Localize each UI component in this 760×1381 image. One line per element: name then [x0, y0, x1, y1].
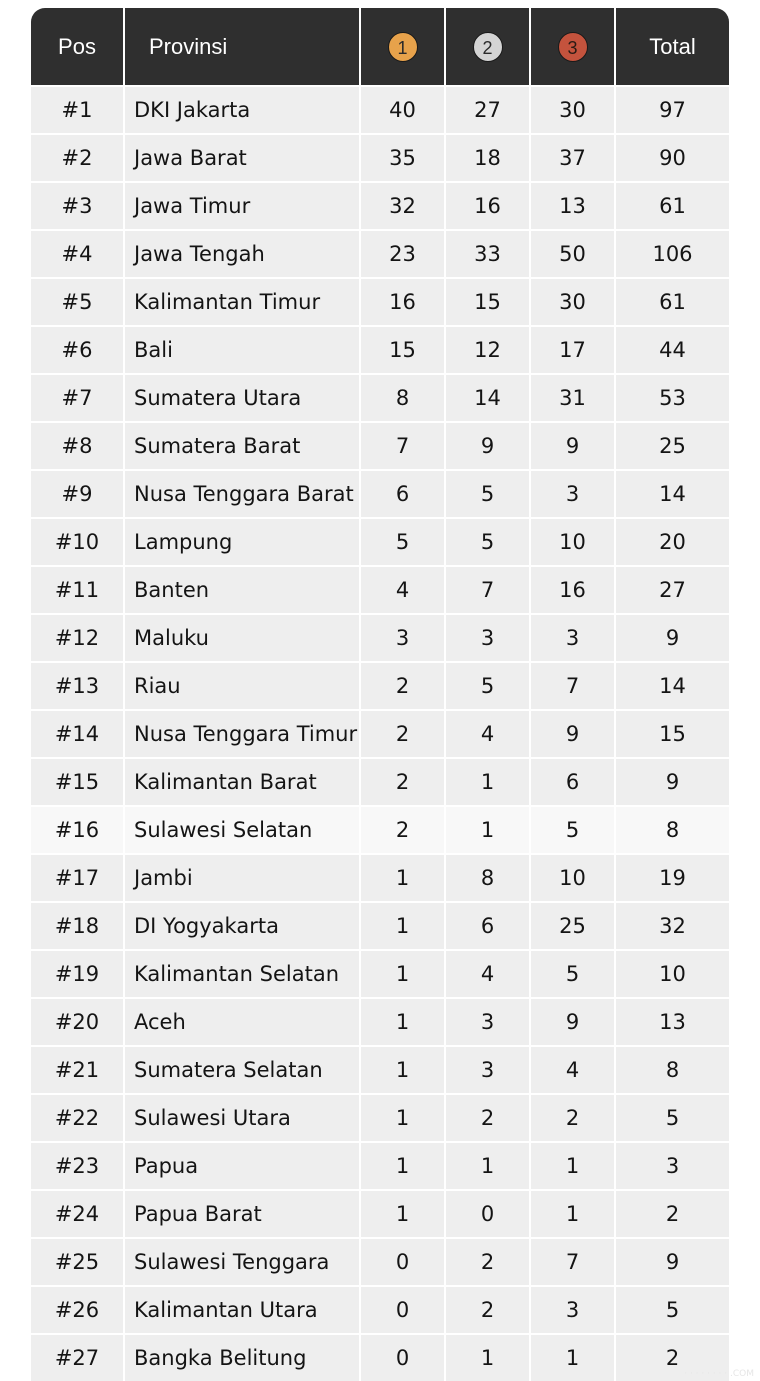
- cell-bronze: 3: [531, 469, 616, 517]
- cell-pos: #3: [31, 181, 125, 229]
- cell-silver: 5: [446, 469, 531, 517]
- cell-gold: 0: [361, 1237, 446, 1285]
- cell-bronze: 1: [531, 1333, 616, 1381]
- cell-silver: 8: [446, 853, 531, 901]
- cell-provinsi: Jawa Barat: [125, 133, 361, 181]
- cell-silver: 4: [446, 949, 531, 997]
- cell-bronze: 50: [531, 229, 616, 277]
- cell-pos: #26: [31, 1285, 125, 1333]
- header-row: [31, 8, 729, 85]
- cell-gold: 1: [361, 997, 446, 1045]
- cell-bronze: 3: [531, 1285, 616, 1333]
- cell-provinsi: Maluku: [125, 613, 361, 661]
- table-row: [31, 181, 729, 229]
- cell-gold: 1: [361, 1093, 446, 1141]
- cell-total: 13: [616, 997, 729, 1045]
- cell-provinsi: Riau: [125, 661, 361, 709]
- cell-provinsi: Sulawesi Utara: [125, 1093, 361, 1141]
- cell-bronze: 25: [531, 901, 616, 949]
- cell-total: 106: [616, 229, 729, 277]
- cell-provinsi: Sumatera Selatan: [125, 1045, 361, 1093]
- cell-pos: #20: [31, 997, 125, 1045]
- table-row: [31, 757, 729, 805]
- cell-pos: #5: [31, 277, 125, 325]
- cell-silver: 4: [446, 709, 531, 757]
- cell-total: 44: [616, 325, 729, 373]
- cell-gold: 0: [361, 1333, 446, 1381]
- cell-total: 8: [616, 805, 729, 853]
- table-row: [31, 613, 729, 661]
- cell-provinsi: Kalimantan Utara: [125, 1285, 361, 1333]
- cell-pos: #6: [31, 325, 125, 373]
- cell-gold: 2: [361, 805, 446, 853]
- table-header: [31, 8, 729, 85]
- table-row: [31, 277, 729, 325]
- cell-bronze: 13: [531, 181, 616, 229]
- cell-provinsi: Bali: [125, 325, 361, 373]
- cell-total: 19: [616, 853, 729, 901]
- cell-gold: 16: [361, 277, 446, 325]
- table-row: [31, 1285, 729, 1333]
- cell-bronze: 31: [531, 373, 616, 421]
- cell-bronze: 10: [531, 853, 616, 901]
- cell-bronze: 7: [531, 661, 616, 709]
- cell-bronze: 5: [531, 805, 616, 853]
- cell-total: 32: [616, 901, 729, 949]
- cell-pos: #18: [31, 901, 125, 949]
- cell-provinsi: Kalimantan Selatan: [125, 949, 361, 997]
- cell-gold: 1: [361, 853, 446, 901]
- header-bronze: [531, 8, 616, 85]
- cell-gold: 40: [361, 85, 446, 133]
- cell-pos: #19: [31, 949, 125, 997]
- cell-bronze: 2: [531, 1093, 616, 1141]
- cell-pos: #27: [31, 1333, 125, 1381]
- cell-silver: 7: [446, 565, 531, 613]
- cell-bronze: 17: [531, 325, 616, 373]
- table-row: [31, 229, 729, 277]
- cell-total: 97: [616, 85, 729, 133]
- cell-silver: 1: [446, 1141, 531, 1189]
- cell-silver: 14: [446, 373, 531, 421]
- cell-total: 61: [616, 277, 729, 325]
- cell-gold: 2: [361, 757, 446, 805]
- cell-silver: 33: [446, 229, 531, 277]
- cell-total: 9: [616, 757, 729, 805]
- cell-gold: 15: [361, 325, 446, 373]
- medal-table: [31, 8, 729, 1381]
- header-provinsi: Provinsi: [125, 8, 361, 85]
- cell-silver: 5: [446, 517, 531, 565]
- cell-bronze: 7: [531, 1237, 616, 1285]
- cell-pos: #9: [31, 469, 125, 517]
- cell-bronze: 16: [531, 565, 616, 613]
- cell-provinsi: Nusa Tenggara Barat: [125, 469, 361, 517]
- cell-pos: #10: [31, 517, 125, 565]
- table-row: [31, 853, 729, 901]
- cell-provinsi: Kalimantan Barat: [125, 757, 361, 805]
- cell-total: 20: [616, 517, 729, 565]
- cell-bronze: 6: [531, 757, 616, 805]
- cell-provinsi: Banten: [125, 565, 361, 613]
- gold-medal-icon: 1: [388, 32, 418, 62]
- cell-pos: #11: [31, 565, 125, 613]
- table-row: [31, 565, 729, 613]
- table-row: [31, 997, 729, 1045]
- cell-bronze: 1: [531, 1189, 616, 1237]
- cell-total: 14: [616, 661, 729, 709]
- cell-gold: 1: [361, 1045, 446, 1093]
- cell-bronze: 30: [531, 277, 616, 325]
- table-row: [31, 325, 729, 373]
- header-pos: Pos: [31, 8, 125, 85]
- cell-pos: #14: [31, 709, 125, 757]
- cell-total: 2: [616, 1333, 729, 1381]
- cell-provinsi: Jawa Timur: [125, 181, 361, 229]
- header-silver: [446, 8, 531, 85]
- cell-silver: 3: [446, 613, 531, 661]
- cell-total: 15: [616, 709, 729, 757]
- cell-silver: 2: [446, 1285, 531, 1333]
- cell-pos: #25: [31, 1237, 125, 1285]
- table-row: [31, 805, 729, 853]
- cell-bronze: 9: [531, 997, 616, 1045]
- silver-medal-icon: 2: [473, 32, 503, 62]
- cell-total: 9: [616, 613, 729, 661]
- table-row: [31, 469, 729, 517]
- cell-pos: #12: [31, 613, 125, 661]
- cell-provinsi: DKI Jakarta: [125, 85, 361, 133]
- table-row: [31, 421, 729, 469]
- cell-silver: 18: [446, 133, 531, 181]
- cell-silver: 2: [446, 1237, 531, 1285]
- cell-gold: 5: [361, 517, 446, 565]
- cell-total: 53: [616, 373, 729, 421]
- cell-pos: #13: [31, 661, 125, 709]
- cell-gold: 1: [361, 901, 446, 949]
- table-row: [31, 661, 729, 709]
- cell-total: 90: [616, 133, 729, 181]
- cell-pos: #2: [31, 133, 125, 181]
- cell-pos: #15: [31, 757, 125, 805]
- cell-total: 9: [616, 1237, 729, 1285]
- cell-gold: 35: [361, 133, 446, 181]
- cell-gold: 32: [361, 181, 446, 229]
- cell-silver: 5: [446, 661, 531, 709]
- cell-total: 3: [616, 1141, 729, 1189]
- cell-pos: #17: [31, 853, 125, 901]
- cell-total: 10: [616, 949, 729, 997]
- cell-pos: #22: [31, 1093, 125, 1141]
- cell-total: 5: [616, 1093, 729, 1141]
- cell-pos: #21: [31, 1045, 125, 1093]
- table-row: [31, 949, 729, 997]
- cell-gold: 0: [361, 1285, 446, 1333]
- cell-silver: 9: [446, 421, 531, 469]
- cell-silver: 3: [446, 997, 531, 1045]
- cell-silver: 1: [446, 757, 531, 805]
- cell-gold: 7: [361, 421, 446, 469]
- cell-total: 25: [616, 421, 729, 469]
- table-row: [31, 1045, 729, 1093]
- cell-bronze: 10: [531, 517, 616, 565]
- cell-provinsi: Bangka Belitung: [125, 1333, 361, 1381]
- cell-gold: 1: [361, 1189, 446, 1237]
- cell-provinsi: Kalimantan Timur: [125, 277, 361, 325]
- cell-silver: 1: [446, 805, 531, 853]
- table-row: [31, 901, 729, 949]
- header-total: Total: [616, 8, 729, 85]
- cell-bronze: 4: [531, 1045, 616, 1093]
- cell-total: 61: [616, 181, 729, 229]
- cell-total: 2: [616, 1189, 729, 1237]
- table-row: [31, 517, 729, 565]
- cell-provinsi: Jawa Tengah: [125, 229, 361, 277]
- cell-total: 27: [616, 565, 729, 613]
- cell-pos: #4: [31, 229, 125, 277]
- cell-pos: #1: [31, 85, 125, 133]
- cell-pos: #24: [31, 1189, 125, 1237]
- cell-silver: 12: [446, 325, 531, 373]
- table-body: [31, 85, 729, 1381]
- table-row: [31, 1093, 729, 1141]
- bronze-medal-icon: 3: [558, 32, 588, 62]
- cell-gold: 23: [361, 229, 446, 277]
- cell-provinsi: Sumatera Barat: [125, 421, 361, 469]
- cell-gold: 8: [361, 373, 446, 421]
- cell-pos: #7: [31, 373, 125, 421]
- cell-provinsi: Sumatera Utara: [125, 373, 361, 421]
- table-row: [31, 133, 729, 181]
- cell-silver: 6: [446, 901, 531, 949]
- cell-silver: 1: [446, 1333, 531, 1381]
- cell-total: 8: [616, 1045, 729, 1093]
- table-row: [31, 1333, 729, 1381]
- cell-total: 14: [616, 469, 729, 517]
- cell-bronze: 9: [531, 421, 616, 469]
- cell-total: 5: [616, 1285, 729, 1333]
- cell-silver: 2: [446, 1093, 531, 1141]
- table-row: [31, 1237, 729, 1285]
- cell-bronze: 3: [531, 613, 616, 661]
- cell-gold: 3: [361, 613, 446, 661]
- watermark: · · · · · · · · .COM: [684, 1369, 754, 1379]
- cell-provinsi: Papua: [125, 1141, 361, 1189]
- cell-provinsi: Lampung: [125, 517, 361, 565]
- cell-pos: #16: [31, 805, 125, 853]
- cell-bronze: 9: [531, 709, 616, 757]
- table-row: [31, 373, 729, 421]
- cell-bronze: 1: [531, 1141, 616, 1189]
- cell-gold: 1: [361, 1141, 446, 1189]
- cell-provinsi: Nusa Tenggara Timur: [125, 709, 361, 757]
- cell-silver: 15: [446, 277, 531, 325]
- table-row: [31, 1141, 729, 1189]
- cell-provinsi: Sulawesi Selatan: [125, 805, 361, 853]
- cell-provinsi: DI Yogyakarta: [125, 901, 361, 949]
- cell-bronze: 5: [531, 949, 616, 997]
- cell-silver: 0: [446, 1189, 531, 1237]
- cell-bronze: 30: [531, 85, 616, 133]
- cell-gold: 1: [361, 949, 446, 997]
- cell-gold: 4: [361, 565, 446, 613]
- cell-gold: 2: [361, 661, 446, 709]
- cell-pos: #23: [31, 1141, 125, 1189]
- table-row: [31, 85, 729, 133]
- table-row: [31, 709, 729, 757]
- cell-gold: 2: [361, 709, 446, 757]
- header-gold: [361, 8, 446, 85]
- medal-table-container: [31, 8, 729, 1381]
- table-row: [31, 1189, 729, 1237]
- cell-pos: #8: [31, 421, 125, 469]
- cell-provinsi: Aceh: [125, 997, 361, 1045]
- cell-provinsi: Papua Barat: [125, 1189, 361, 1237]
- cell-provinsi: Jambi: [125, 853, 361, 901]
- cell-silver: 3: [446, 1045, 531, 1093]
- cell-gold: 6: [361, 469, 446, 517]
- cell-bronze: 37: [531, 133, 616, 181]
- cell-provinsi: Sulawesi Tenggara: [125, 1237, 361, 1285]
- cell-silver: 27: [446, 85, 531, 133]
- cell-silver: 16: [446, 181, 531, 229]
